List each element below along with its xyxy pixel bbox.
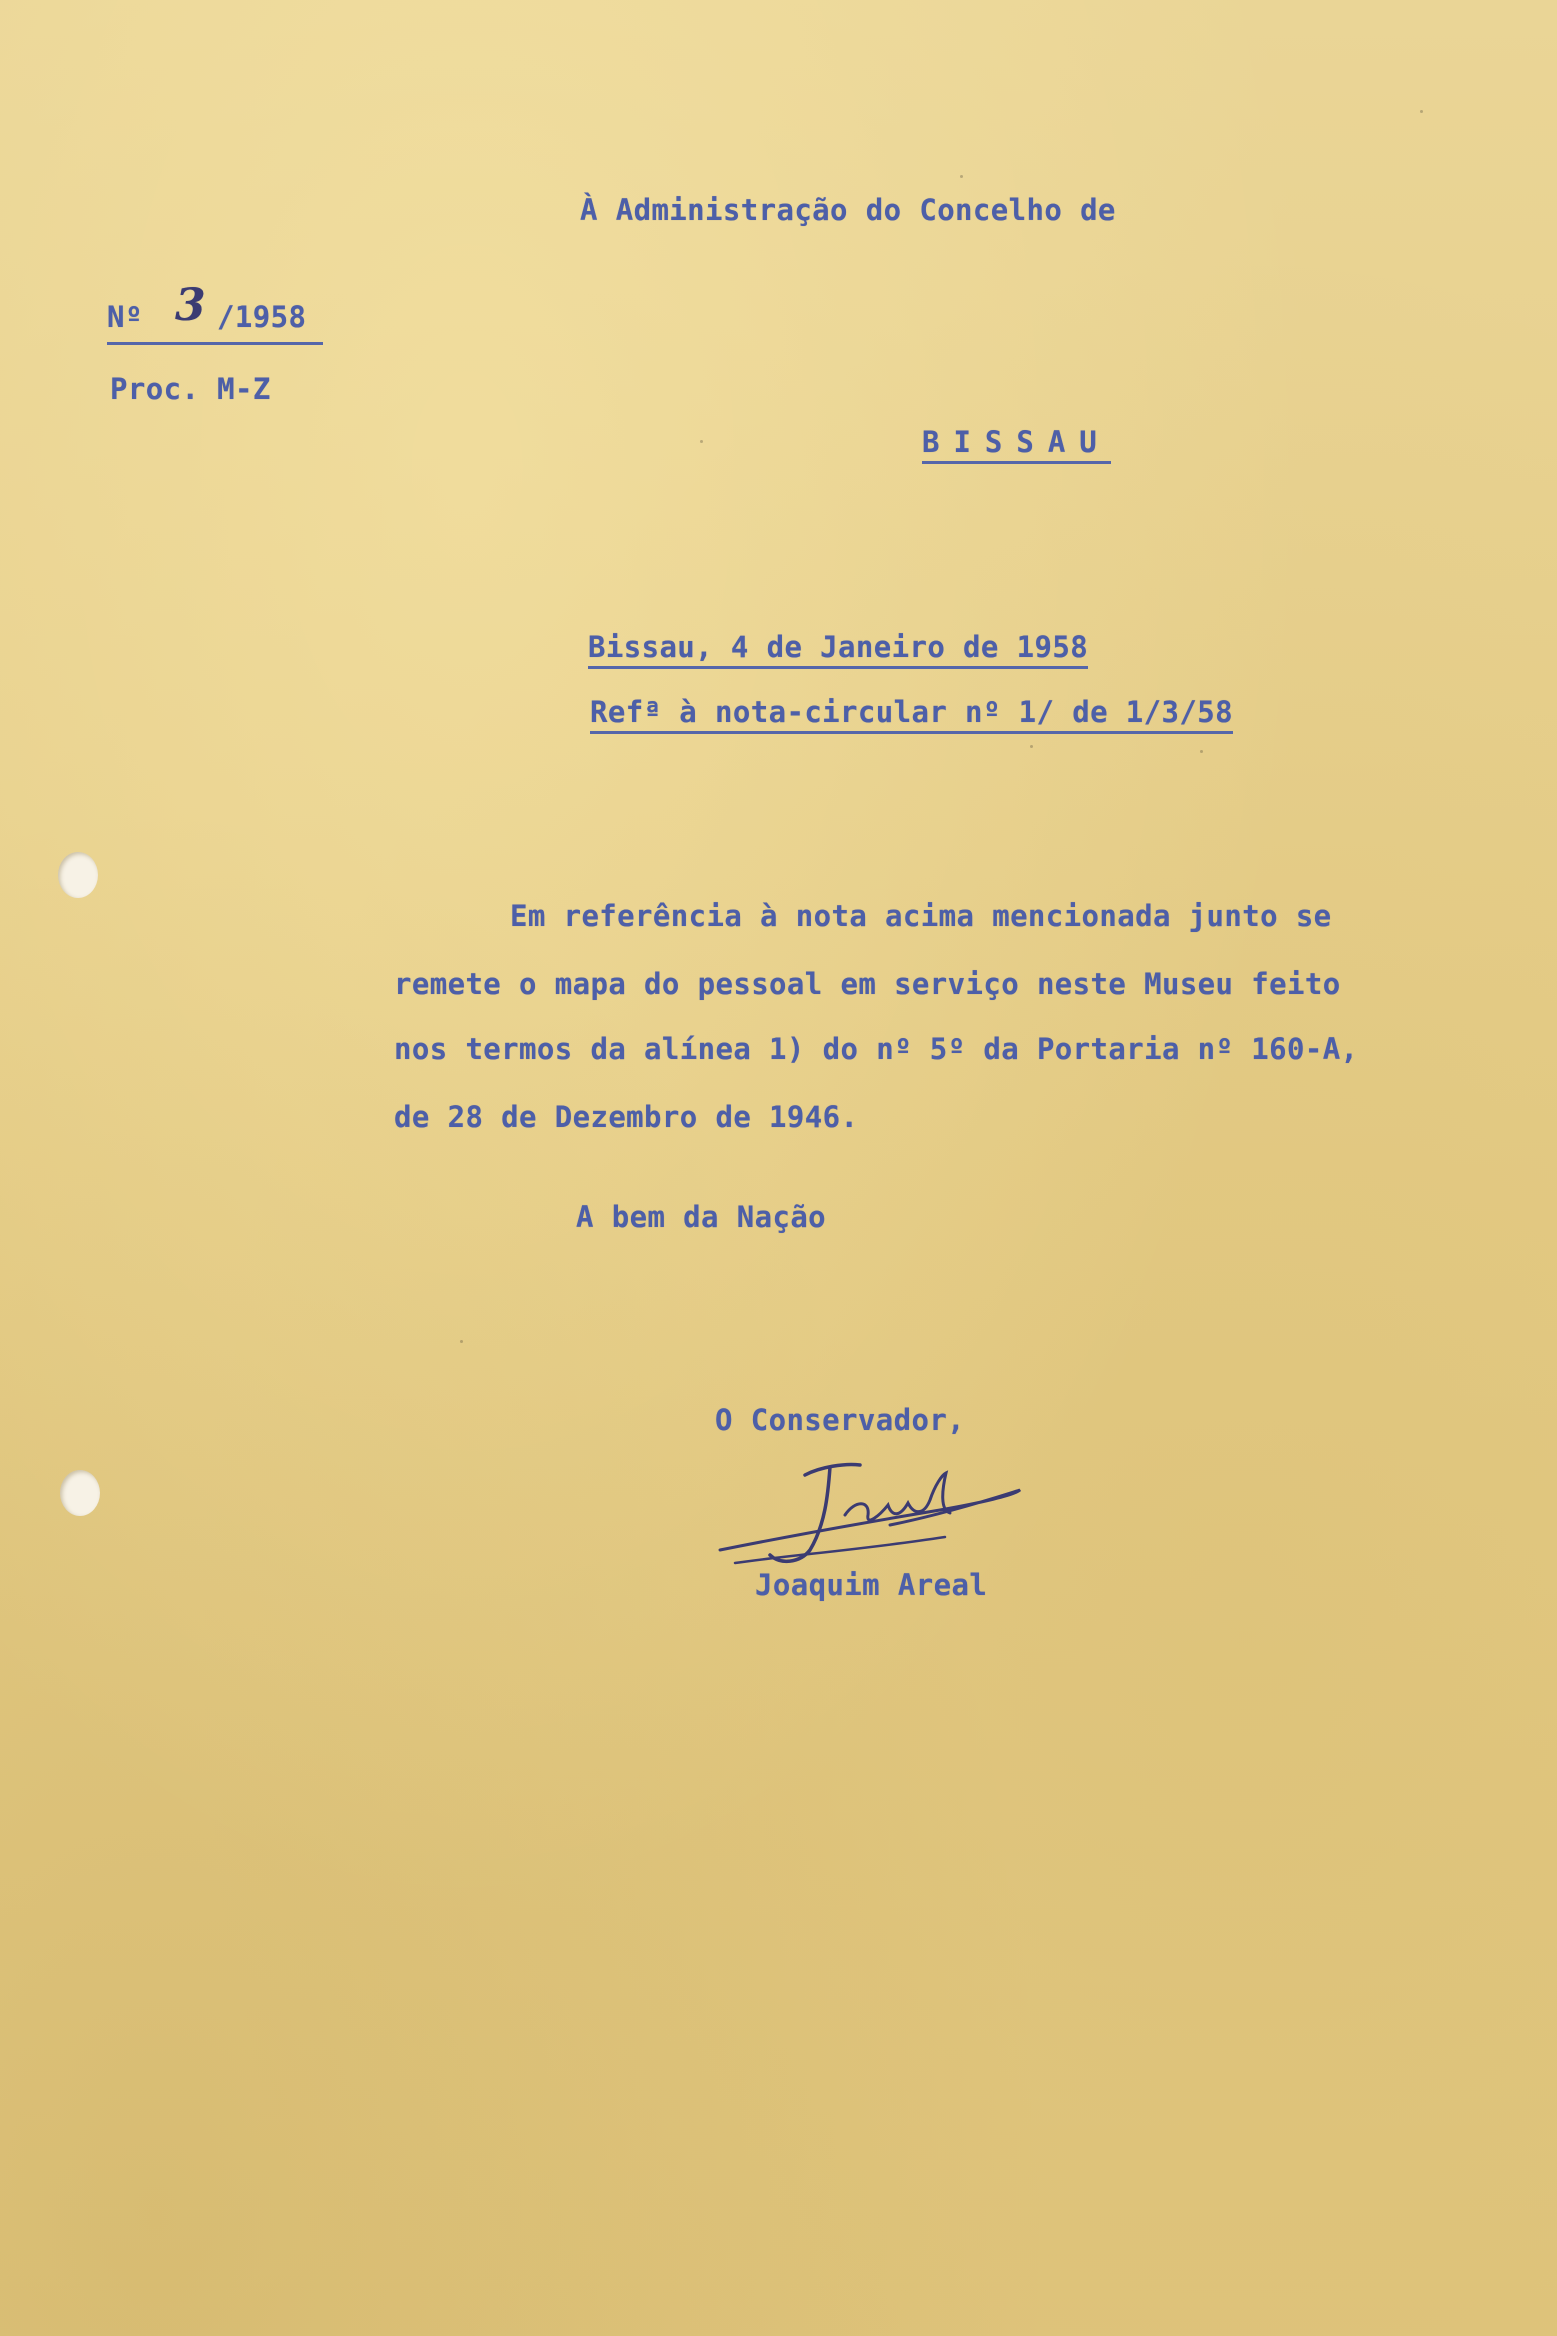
signer-title: O Conservador, [715,1403,966,1437]
reference-line: Refª à nota-circular nº 1/ de 1/3/58 [590,695,1233,734]
body-line-3: nos termos da alínea 1) do nº 5º da Portaria nº 160-A, [394,1032,1359,1066]
paper-speck [460,1340,463,1343]
reference-handwritten-number: 3 [175,280,207,331]
paper-speck [1030,745,1033,748]
salutation: A bem da Nação [576,1200,827,1234]
reference-number [107,280,323,345]
paper-speck [1200,750,1203,753]
date-line: Bissau, 4 de Janeiro de 1958 [588,630,1088,669]
handwritten-signature [710,1455,1030,1585]
punch-hole-bottom [60,1470,100,1516]
body-line-4: de 28 de Dezembro de 1946. [394,1100,859,1134]
punch-hole-top [58,852,98,898]
destination-city: BISSAU [922,425,1111,464]
signatory-name: Joaquim Areal [755,1568,988,1602]
addressee-line: À Administração do Concelho de [580,193,1116,227]
paper-speck [1420,110,1423,113]
reference-year: /1958 [217,300,307,334]
process-code: Proc. M-Z [110,372,271,406]
paper-speck [960,175,963,178]
reference-prefix: Nº [107,300,143,334]
body-line-2: remete o mapa do pessoal em serviço neste Museu feito [394,967,1341,1001]
paper-speck [700,440,703,443]
body-line-1: Em referência à nota acima mencionada junto se [510,899,1332,933]
